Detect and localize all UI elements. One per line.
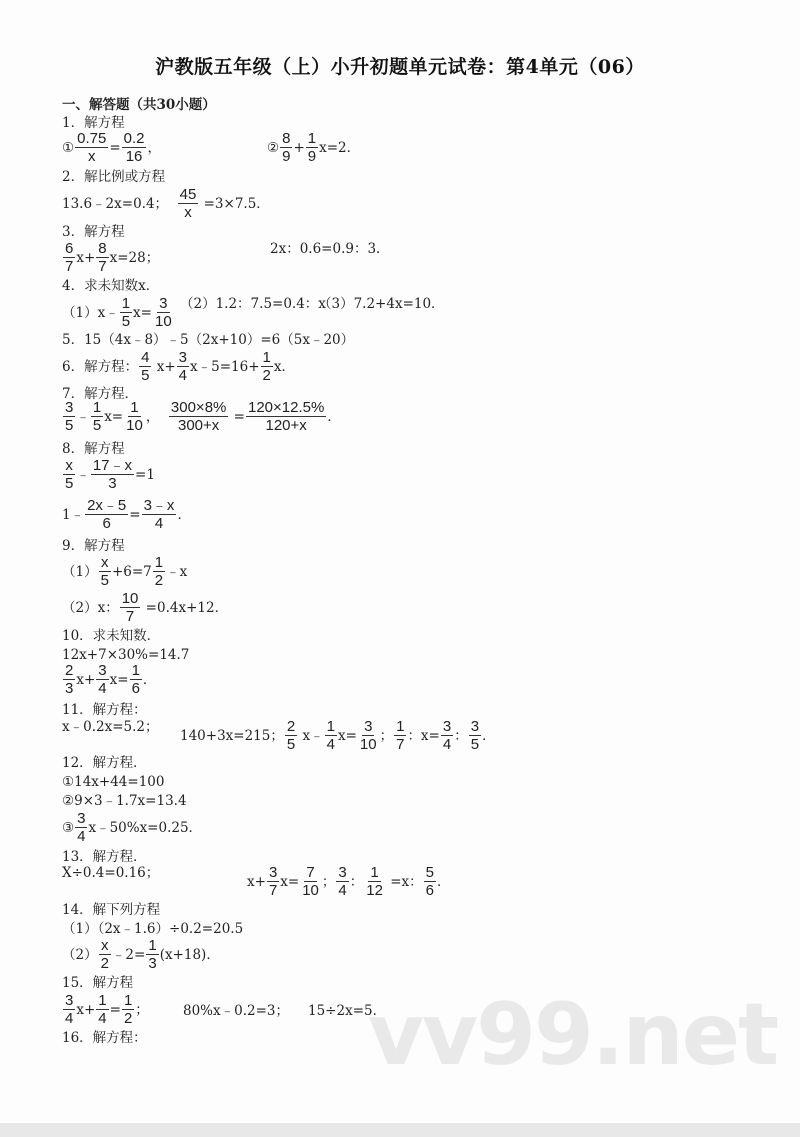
fraction	[246, 399, 326, 434]
question-11-eq-a	[62, 718, 158, 736]
fraction-numerator: 1	[326, 718, 335, 735]
fraction-denominator: 3	[148, 955, 157, 972]
fraction	[441, 718, 453, 753]
question-11-heading: 11．解方程：	[62, 702, 147, 718]
fraction	[336, 864, 348, 899]
fraction-denominator: 5	[470, 736, 480, 753]
equation-text: ：	[349, 873, 364, 890]
fraction	[96, 992, 108, 1027]
fraction-denominator: 5	[141, 367, 150, 384]
question-2-eq-a	[62, 186, 270, 221]
question-4-eq-a	[62, 295, 175, 330]
fraction	[358, 718, 379, 753]
fraction	[96, 662, 108, 697]
fraction-denominator: x	[87, 148, 96, 165]
fraction-denominator: 5	[286, 736, 296, 753]
equation-text: 15÷2x=5．	[308, 1003, 387, 1019]
question-15-eq-b	[183, 1002, 289, 1020]
fraction-numerator: 3	[442, 718, 452, 735]
question-12-eq-c	[62, 810, 202, 845]
fraction-denominator: 5	[65, 475, 74, 492]
fraction	[75, 810, 87, 845]
question-1-heading: 1．解方程	[62, 115, 125, 131]
question-16-heading: 16．解方程：	[62, 1030, 147, 1046]
fraction-numerator: 1	[92, 399, 102, 416]
fraction-denominator: 5	[65, 417, 74, 434]
question-8-heading: 8．解方程	[62, 441, 125, 457]
equation-text: x+	[76, 671, 96, 688]
fraction-numerator: 3	[77, 810, 86, 827]
fraction-numerator: 1	[98, 992, 107, 1009]
equation-text: =	[229, 408, 245, 425]
equation-text: ．	[177, 506, 191, 523]
question-6	[62, 349, 295, 384]
fraction	[280, 130, 292, 165]
equation-text: 1﹣	[62, 506, 85, 523]
equation-text: （2）1.2：7.5=0.4：x	[180, 296, 326, 312]
fraction-numerator: 2	[65, 662, 74, 679]
equation-text: x+	[76, 249, 96, 266]
fraction	[63, 240, 75, 275]
fraction	[306, 130, 318, 165]
fraction-numerator: 300×8%	[170, 399, 227, 416]
question-3-heading: 3．解方程	[62, 224, 125, 240]
fraction-numerator: 3	[65, 992, 74, 1009]
fraction	[130, 662, 142, 697]
equation-text: ①	[62, 139, 75, 156]
equation-text: ，	[145, 408, 168, 425]
question-9-heading: 9．解方程	[62, 538, 125, 554]
question-10-eq-b	[62, 662, 156, 697]
fraction-denominator: 6	[425, 882, 434, 899]
equation-text: ．	[437, 873, 451, 890]
fraction-denominator: x	[184, 204, 192, 221]
fraction-denominator: 4	[326, 736, 335, 753]
fraction	[394, 718, 406, 753]
fraction	[177, 349, 189, 384]
fraction	[99, 554, 111, 589]
equation-text: （2）x：	[62, 599, 119, 616]
equation-text: 12x+7×30%=14.7	[62, 647, 190, 663]
fraction-numerator: 2	[286, 718, 296, 735]
fraction-numerator: 1	[121, 295, 131, 312]
fraction-numerator: 8	[98, 240, 107, 257]
equation-text: =	[129, 506, 141, 523]
equation-text: ①14x+44=100	[62, 774, 165, 790]
fraction-numerator: 3﹣x	[143, 497, 175, 514]
equation-text: +	[293, 139, 305, 156]
question-7-eq-a	[62, 399, 341, 434]
equation-text: ．	[327, 408, 341, 425]
question-12-eq-b	[62, 792, 187, 810]
question-3-eq-b	[270, 240, 390, 258]
fraction-numerator: 1	[123, 992, 133, 1009]
fraction-numerator: 3	[159, 295, 168, 312]
fraction-denominator: 6	[102, 515, 111, 532]
equation-text: =x：	[385, 873, 423, 890]
fraction-denominator: 4	[338, 882, 347, 899]
fraction-numerator: 3	[65, 399, 74, 416]
equation-text: =3×7.5．	[199, 195, 270, 212]
equation-text: 2x：0.6=0.9：3．	[270, 241, 390, 257]
fraction	[63, 399, 75, 434]
equation-text: +6=7	[111, 563, 152, 580]
fraction-denominator: 7	[125, 608, 135, 625]
equation-text: =	[109, 139, 121, 156]
fraction-numerator: 120×12.5%	[247, 399, 325, 416]
question-8-eq-b	[62, 497, 191, 532]
fraction-denominator: 2	[100, 955, 109, 972]
equation-text: ﹣2=	[111, 946, 146, 963]
fraction-numerator: 17﹣x	[92, 457, 133, 474]
question-12-heading: 12．解方程．	[62, 755, 147, 771]
question-10-heading: 10．求未知数．	[62, 628, 161, 644]
fraction	[267, 864, 279, 899]
fraction	[120, 590, 141, 625]
equation-text: ；	[321, 873, 336, 890]
fraction-denominator: 6	[131, 680, 140, 697]
question-9-eq-b	[62, 590, 228, 625]
equation-text: =1	[135, 466, 155, 483]
equation-text: （1）	[62, 563, 98, 580]
equation-text: x=	[109, 671, 129, 688]
fraction-numerator: 1	[396, 718, 405, 735]
fraction-denominator: 5	[121, 313, 131, 330]
fraction	[75, 130, 108, 165]
fraction	[63, 992, 75, 1027]
fraction	[122, 992, 134, 1027]
fraction	[469, 718, 481, 753]
fraction	[424, 864, 436, 899]
equation-text: x+	[152, 358, 176, 375]
fraction	[63, 662, 75, 697]
equation-text: x﹣	[298, 727, 324, 744]
question-2-heading: 2．解比例或方程	[62, 169, 166, 185]
fraction	[169, 399, 228, 434]
fraction-denominator: 9	[307, 148, 317, 165]
fraction-numerator: 5	[425, 864, 434, 881]
fraction	[146, 937, 158, 972]
fraction	[325, 718, 337, 753]
fraction-numerator: 1	[370, 864, 379, 881]
fraction	[261, 349, 273, 384]
equation-text: ；	[135, 1001, 149, 1018]
equation-text: 140+3x=215；	[180, 727, 284, 744]
question-8-eq-a	[62, 457, 155, 492]
question-14-eq-b	[62, 937, 220, 972]
fraction-denominator: 12	[366, 882, 383, 899]
fraction-denominator: 7	[65, 258, 74, 275]
equation-text: x=	[133, 304, 152, 321]
page-title: 沪教版五年级（上）小升初题单元试卷：第4单元（06）	[155, 56, 645, 78]
fraction	[153, 554, 165, 589]
equation-text: ；	[379, 727, 394, 744]
equation-text: ．	[142, 671, 157, 688]
fraction	[91, 399, 103, 434]
question-14-eq-a	[62, 920, 243, 938]
fraction-numerator: 3	[98, 662, 107, 679]
fraction	[122, 130, 147, 165]
fraction-denominator: 10	[359, 736, 377, 753]
fraction-numerator: 45	[179, 186, 197, 203]
fraction	[63, 457, 75, 492]
equation-text: ，	[147, 139, 161, 156]
fraction-numerator: 3	[178, 349, 187, 366]
equation-text: x=	[337, 727, 357, 744]
fraction-denominator: 2	[154, 572, 164, 589]
equation-text: 13.6﹣2x=0.4；	[62, 195, 177, 212]
equation-text: x+	[76, 1001, 96, 1018]
fraction-denominator: 3	[65, 680, 74, 697]
fraction-denominator: 5	[92, 417, 102, 434]
equation-text: ﹣	[76, 408, 90, 425]
equation-text: ②	[267, 139, 280, 156]
fraction-numerator: 1	[154, 554, 164, 571]
fraction-denominator: 16	[125, 148, 143, 165]
fraction-numerator: 10	[121, 590, 139, 607]
fraction-denominator: 10	[302, 882, 319, 899]
equation-text: x=	[280, 873, 300, 890]
fraction	[285, 718, 297, 753]
equation-text: ﹣x	[166, 563, 188, 580]
fraction-denominator: 7	[98, 258, 107, 275]
question-14-heading: 14．解下列方程	[62, 902, 161, 918]
fraction-denominator: 4	[98, 680, 107, 697]
fraction-denominator: 7	[268, 882, 278, 899]
equation-text: x+	[247, 873, 266, 890]
fraction	[153, 295, 174, 330]
fraction	[91, 457, 134, 492]
question-13-heading: 13．解方程．	[62, 849, 147, 865]
page-bottom-edge	[0, 1123, 800, 1137]
question-15-eq-a	[62, 992, 149, 1027]
question-9-eq-a	[62, 554, 187, 589]
equation-text: （1）（2x﹣1.6）÷0.2=20.5	[62, 921, 244, 937]
fraction-numerator: 0.75	[77, 130, 107, 147]
equation-text: =0.4x+12．	[141, 599, 229, 616]
fraction-numerator: 1	[148, 937, 157, 954]
equation-text: ②9×3﹣1.7x=13.4	[62, 793, 187, 809]
fraction-numerator: 4	[141, 349, 150, 366]
fraction-denominator: 9	[282, 148, 291, 165]
fraction-numerator: x	[101, 554, 109, 571]
fraction-numerator: 3	[470, 718, 480, 735]
equation-text: ：	[454, 727, 468, 744]
fraction	[364, 864, 385, 899]
equation-text: （2）	[62, 946, 98, 963]
equation-text: X÷0.4=0.16；	[62, 865, 160, 881]
question-1-eq-b	[267, 130, 360, 165]
fraction	[142, 497, 177, 532]
question-1-eq-a	[62, 130, 161, 165]
fraction-denominator: 300+x	[177, 417, 220, 434]
equation-text: x﹣5=16+	[190, 358, 260, 375]
fraction-denominator: 4	[65, 1010, 74, 1027]
fraction	[120, 295, 132, 330]
fraction-denominator: 4	[442, 736, 452, 753]
question-12-eq-a	[62, 773, 164, 791]
fraction	[300, 864, 321, 899]
fraction	[124, 399, 145, 434]
fraction-denominator: 120+x	[265, 417, 307, 434]
fraction-denominator: 5	[100, 572, 109, 589]
equation-text: =	[109, 1001, 121, 1018]
equation-text: x﹣0.2x=5.2；	[62, 719, 159, 735]
question-3-eq-a	[62, 240, 159, 275]
fraction-numerator: 1	[131, 662, 140, 679]
fraction-numerator: x	[65, 457, 73, 474]
fraction-numerator: 1	[262, 349, 271, 366]
fraction-numerator: 2x﹣5	[87, 497, 127, 514]
fraction-denominator: 4	[154, 515, 164, 532]
fraction-denominator: 4	[77, 828, 86, 845]
fraction	[139, 349, 151, 384]
equation-text: ．	[482, 727, 496, 744]
fraction	[99, 937, 111, 972]
equation-text: x﹣50%x=0.25．	[88, 819, 203, 836]
fraction-numerator: 1	[307, 130, 317, 147]
question-13-eq-a	[62, 864, 159, 882]
equation-text: x．	[273, 358, 295, 375]
fraction	[96, 240, 108, 275]
question-13-eq-b	[247, 864, 451, 899]
equation-text: ﹣	[76, 466, 90, 483]
fraction-numerator: x	[101, 937, 109, 954]
fraction-numerator: 8	[282, 130, 291, 147]
question-4-eq-c	[318, 295, 445, 313]
equation-text: 6．解方程：	[62, 358, 139, 375]
equation-text: ：x=	[407, 727, 440, 744]
question-15-heading: 15．解方程	[62, 975, 134, 991]
fraction-numerator: 3	[268, 864, 278, 881]
equation-text: x=	[104, 408, 124, 425]
question-4-eq-b	[180, 295, 326, 313]
question-5: 5．15（4x﹣8）﹣5（2x+10）=6（5x﹣20）	[62, 332, 355, 348]
fraction-denominator: 10	[126, 417, 143, 434]
fraction-denominator: 2	[123, 1010, 133, 1027]
fraction-numerator: 3	[338, 864, 347, 881]
fraction-denominator: 10	[154, 313, 172, 330]
fraction-denominator: 7	[396, 736, 405, 753]
equation-text: x=2．	[319, 139, 361, 156]
equation-text: x=28；	[109, 249, 160, 266]
fraction-numerator: 1	[130, 399, 139, 416]
watermark: vv99.net	[368, 985, 778, 1085]
fraction-numerator: 0.2	[123, 130, 145, 147]
fraction	[85, 497, 128, 532]
fraction-denominator: 4	[98, 1010, 107, 1027]
equation-text: (x+18)．	[159, 946, 220, 963]
section-heading: 一、解答题（共30小题）	[62, 97, 216, 113]
fraction-denominator: 3	[108, 475, 117, 492]
fraction-numerator: 3	[364, 718, 373, 735]
question-4-heading: 4．求未知数x．	[62, 278, 160, 294]
fraction	[178, 186, 199, 221]
question-7-heading: 7．解方程．	[62, 386, 139, 402]
fraction-numerator: 6	[65, 240, 74, 257]
equation-text: 80%x﹣0.2=3；	[183, 1003, 289, 1019]
question-11-eq-b	[180, 718, 496, 753]
fraction-numerator: 7	[306, 864, 315, 881]
equation-text: （3）7.2+4x=10．	[318, 296, 445, 312]
fraction-denominator: 4	[178, 367, 187, 384]
equation-text: （1）x﹣	[62, 304, 119, 321]
equation-text: ③	[62, 819, 75, 836]
fraction-denominator: 2	[262, 367, 271, 384]
